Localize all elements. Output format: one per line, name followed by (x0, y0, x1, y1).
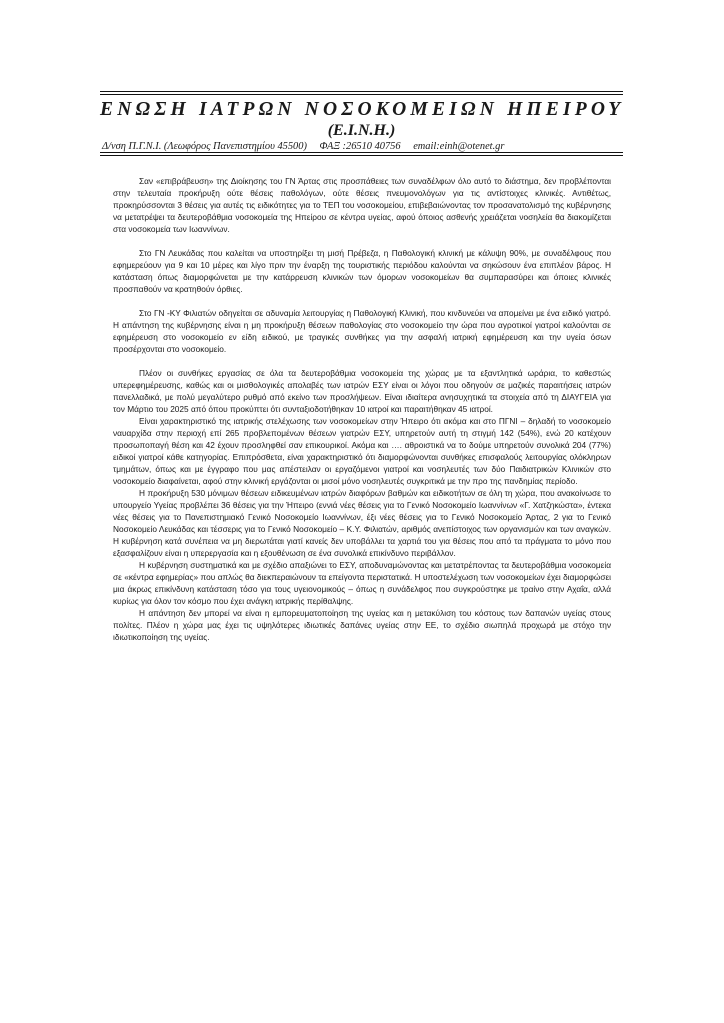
paragraph-8: Η απάντηση δεν μπορεί να είναι η εμπορευματοποίηση της υγείας και η μετακύλιση του κόστους των δαπανών υγείας στους πολίτες. Πλέον η χώρα μας έχει τις υψηλότερες ιδιωτικές δαπάνες υγείας στην ΕΕ, το σχέδιο σιωπηλά προχωρά με στόχο την ιδιωτικοποίηση της υγείας. (113, 608, 611, 642)
address-text: Δ/νση Π.Γ.Ν.Ι. (Λεωφόρος Πανεπιστημίου 45500) (102, 141, 307, 152)
paragraph-3: Στο ΓΝ -ΚΥ Φιλιατών οδηγείται σε αδυναμία λειτουργίας η Παθολογική Κλινική, που κινδυνεύει να απομείνει με ένα ειδικό γιατρό. Η απάντηση της κυβέρνησης είναι η μη προκήρυξη θέσεων παθολογίας στο νοσοκομείο την ώρα που αγροτικοί γιατροί καλούνται σε εφημέρευση στο νοσοκομείο εν είδη ειδικού, με τραγικές συνθήκες για την ασφαλή ιατρική εφημέρευση και την υγεία όσων προσέρχονται στο νοσοκομείο. (113, 308, 611, 354)
paragraph-7: Η κυβέρνηση συστηματικά και με σχέδιο απαξιώνει το ΕΣΥ, αποδυναμώνοντας και μετατρέποντας τα δευτεροβάθμια νοσοκομεία σε «κέντρα εφημερίας» που απλώς θα διεκπεραιώνουν τα επείγοντα περιστατικά. Η υποστελέχωση των νοσοκομείων έχει διαμορφώσει μια άκρως επικίνδυνη κατάσταση τόσο για τους υγειονομικούς – όπως η συνάδελφος που συγκρούστηκε με τραίνο στην Αχαΐα, αλλά κυρίως για όλον τον κόσμο που έχει ανάγκη ιατρικής περίθαλψης. (113, 560, 611, 606)
email-text: email:einh@otenet.gr (413, 141, 505, 152)
paragraph-1: Σαν «επιβράβευση» της Διοίκησης του ΓΝ Άρτας στις προσπάθειες των συναδέλφων όλο αυτό το διάστημα, δεν προβλέπονται στην τελευταία προκήρυξη ούτε θέσεις παθολόγων, ούτε θέσεις πνευμονολόγων για τις αντίστοιχες κλινικές. Αντιθέτως, προκηρύσσονται 3 θέσεις για αυτές τις ειδικότητες για το ΤΕΠ του νοσοκομείου, επιβεβαιώνοντας τον προσανατολισμό της κυβέρνησης να μετατρέψει τα δευτεροβάθμια νοσοκομεία της Ηπείρου σε κέντρα υγείας, αφού όποιος ασθενής χρειάζεται νοσηλεία θα διακομίζεται στα νοσοκομεία των Ιωαννίνων. (113, 176, 611, 234)
letterhead (100, 91, 623, 156)
organization-abbreviation: (Ε.Ι.Ν.Η.) (327, 122, 396, 139)
document-body (113, 175, 611, 643)
paragraph-2: Στο ΓΝ Λευκάδας που καλείται να υποστηρίξει τη μισή Πρέβεζα, η Παθολογική κλινική με κάλυψη 90%, με συναδέλφους που εφημερεύουν για 9 και 10 μέρες και λίγο πριν την έναρξη της τουριστικής περιόδου καλούνται να σηκώσουν ένα επιπλέον βάρος. Η κατάσταση όπως διαμορφώνεται με την κατάρρευση κλινικών των όμορων νοσοκομείων θα συμπαρασύρει και όποιες κλινικές προσπαθούν να κρατηθούν όρθιες. (113, 248, 611, 294)
paragraph-5: Είναι χαρακτηριστικό της ιατρικής στελέχωσης των νοσοκομείων στην Ήπειρο ότι ακόμα και στο ΠΓΝΙ – δηλαδή το νοσοκομείο ναυαρχίδα στην περιοχή επί 265 προβλεπομένων θέσεων γιατρών ΕΣΥ, υπηρετούν αυτή τη στιγμή 142 (54%), ενώ 20 κατέχουν προσωποπαγή θέση και 42 έχουν προσληφθεί σαν επικουρικοί. Ακόμα και …. αθροιστικά να το δούμε υπηρετούν συνολικά 204 (77%) ειδικοί γιατροί κάθε κατηγορίας. Επιπρόσθετα, είναι χαρακτηριστικό ότι διαμορφώνονται συνθήκες επισφαλούς λειτουργίας ολόκληρων τμημάτων, όπως και με έγγραφο που μας απέστειλαν οι εργαζόμενοι γιατροί και νοσηλευτές των δύο Παιδιατρικών Κλινικών στο νοσοκομείο διαφαίνεται, αφού στην κλινική εργάζονται οι μισοί μόνο νοσηλευτές συγκριτικά με την προ της πανδημίας περίοδο. (113, 416, 611, 486)
paragraph-4: Πλέον οι συνθήκες εργασίας σε όλα τα δευτεροβάθμια νοσοκομεία της χώρας με τα εξαντλητικά ωράρια, το καθεστώς υπερεφημέρευσης, καθώς και οι μισθολογικές απολαβές των ιατρών ΕΣΥ είναι οι λόγοι που οδηγούν σε μαζικές παραιτήσεις ιατρών πανελλαδικά, με πολύ μεγαλύτερο ρυθμό από εκείνο των προσλήψεων. Είναι ιδιαίτερα ανησυχητικά τα στοιχεία από τη ΔΙΑΥΓΕΙΑ για τον Μάρτιο του 2025 από όπου προκύπτει ότι συνταξιοδοτήθηκαν 10 ιατροί και παραιτήθηκαν 45 ιατροί. (113, 368, 611, 414)
paragraph-6: Η προκήρυξη 530 μόνιμων θέσεων ειδικευμένων ιατρών διαφόρων βαθμών και ειδικοτήτων σε όλη τη χώρα, που ανακοίνωσε το υπουργείο Υγείας προβλέπει 36 θέσεις για την Ήπειρο (εννιά νέες θέσεις για το Γενικό Νοσοκομείο Ιωαννίνων «Γ. Χατζηκώστα», έντεκα νέες θέσεις για το Πανεπιστημιακό Γενικό Νοσοκομείο Ιωαννίνων, έξι νέες θέσεις για το Γενικό Νοσοκομείο Άρτας, 2 για το Γενικό Νοσοκομείο Λευκάδας και τέσσερις για το Γενικό Νοσοκομείο – Κ.Υ. Φιλιατών, αριθμός ανεπίστοιχος των οργανισμών και των αναγκών. Η κυβέρνηση κατά συνέπεια να μη διερωτάται γιατί κανείς δεν υποβάλλει τα χαρτιά του για θέσεις που από τα πράγματα το μόνο που εξασφαλίζουν είναι η υπερεργασία και η εξουθένωση σε ένα συνολικά επικίνδυνο περιβάλλον. (113, 488, 611, 558)
contact-line (102, 140, 514, 153)
organization-title: ΕΝΩΣΗ ΙΑΤΡΩΝ ΝΟΣΟΚΟΜΕΙΩΝ ΗΠΕΙΡΟΥ (100, 99, 625, 120)
fax-text: ΦΑΞ :26510 40756 (319, 141, 401, 152)
